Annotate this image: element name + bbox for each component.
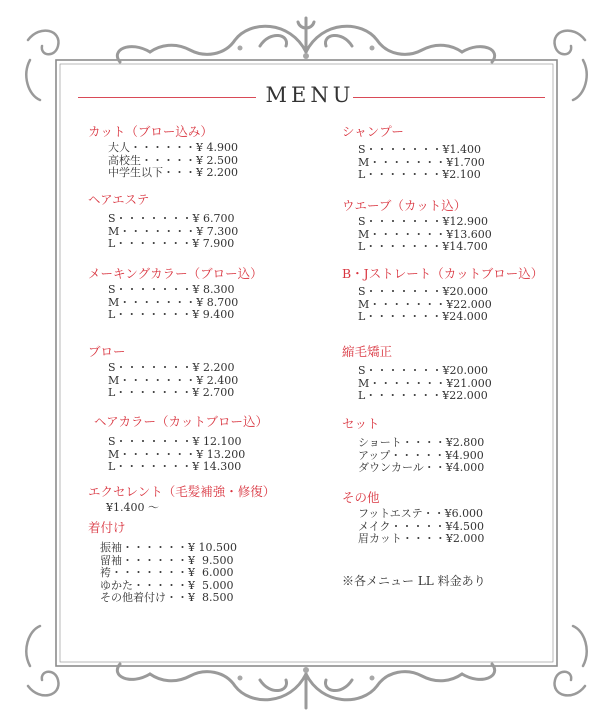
section-title: セット [342, 416, 380, 431]
list-item: L・・・・・・・¥14.700 [358, 240, 488, 253]
list-item: L・・・・・・・¥ 9.400 [108, 308, 235, 321]
section-title: ウエーブ（カット込） [342, 198, 467, 213]
section-title: その他 [342, 490, 380, 505]
section-title: ヘアカラー（カットブロー込） [94, 414, 269, 429]
list-item: L・・・・・・・¥ 14.300 [108, 460, 242, 473]
list-item: M・・・・・・・¥ 7.300 [108, 224, 239, 238]
list-item: 眉カット・・・・¥2.000 [358, 532, 485, 545]
list-item: アップ・・・・・¥4.900 [358, 448, 484, 462]
list-item: 留袖・・・・・・¥ 9.500 [100, 553, 234, 567]
list-item: 大人・・・・・・¥ 4.900 [108, 141, 238, 154]
list-item: ゆかた・・・・・¥ 5.000 [100, 578, 234, 592]
menu-section [342, 490, 484, 546]
menu-section [88, 484, 275, 515]
menu-section [88, 266, 263, 322]
list-item: フットエステ・・¥6.000 [358, 507, 484, 520]
list-item: L・・・・・・・¥ 2.700 [108, 386, 235, 399]
heading-rule-left [78, 97, 256, 98]
menu-section [88, 414, 268, 474]
section-title: 縮毛矯正 [342, 344, 393, 359]
menu-section [88, 520, 237, 605]
section-title: ブロー [88, 344, 126, 359]
menu-section [88, 344, 238, 400]
list-item: L・・・・・・・¥22.000 [358, 389, 488, 402]
list-item: 中学生以下・・・¥ 2.200 [108, 166, 238, 179]
list-item: L・・・・・・・¥24.000 [358, 310, 488, 323]
menu-section [88, 124, 238, 180]
list-item: S・・・・・・・¥ 6.700 [108, 212, 235, 225]
list-item: その他着付け・・¥ 8.500 [100, 591, 234, 604]
menu-note [342, 572, 486, 589]
heading-rule-right [353, 97, 545, 98]
price-text: ¥1.400 ～ [106, 501, 159, 514]
list-item: S・・・・・・・¥ 2.200 [108, 361, 235, 374]
section-title: カット（ブロー込み） [88, 124, 213, 139]
list-item: S・・・・・・・¥20.000 [358, 285, 489, 298]
list-item: M・・・・・・・¥ 2.400 [108, 373, 239, 387]
section-title: 着付け [88, 520, 126, 535]
list-item: 振袖・・・・・・¥ 10.500 [100, 541, 237, 554]
menu-section [342, 344, 492, 403]
list-item: M・・・・・・・¥1.700 [358, 155, 485, 169]
section-title: ヘアエステ [88, 192, 150, 207]
section-title: シャンプー [342, 124, 404, 139]
list-item: ダウンカール・・¥4.000 [358, 461, 485, 474]
section-title: エクセレント（毛髪補強・修復） [88, 484, 276, 499]
list-item: S・・・・・・・¥20.000 [358, 364, 489, 377]
list-item: M・・・・・・・¥21.000 [358, 376, 492, 390]
list-item: 袴・・・・・・・¥ 6.000 [100, 566, 234, 579]
list-item: M・・・・・・・¥ 13.200 [108, 447, 246, 461]
menu-section [342, 124, 485, 182]
menu-section [342, 198, 492, 254]
list-item: S・・・・・・・¥1.400 [358, 143, 482, 156]
list-item: S・・・・・・・¥12.900 [358, 215, 489, 228]
list-item: S・・・・・・・¥ 8.300 [108, 283, 235, 296]
menu-heading [78, 82, 545, 112]
list-item: M・・・・・・・¥22.000 [358, 297, 492, 311]
list-item: L・・・・・・・¥ 7.900 [108, 237, 235, 250]
list-item: 高校生・・・・・¥ 2.500 [108, 153, 238, 167]
surcharge-note: ※各メニュー LL 料金あり [342, 574, 486, 588]
list-item: ショート・・・・¥2.800 [358, 436, 485, 449]
list-item: S・・・・・・・¥ 12.100 [108, 435, 242, 448]
list-item: メイク・・・・・¥4.500 [358, 519, 485, 533]
section-title: B・Jストレート（カットブロー込） [342, 266, 544, 281]
section-title: メーキングカラー（ブロー込） [88, 266, 263, 281]
list-item: M・・・・・・・¥13.600 [358, 227, 492, 241]
menu-section [88, 192, 238, 251]
menu-section [342, 416, 484, 475]
list-item: M・・・・・・・¥ 8.700 [108, 295, 239, 309]
list-item: L・・・・・・・¥2.100 [358, 168, 481, 181]
menu-section [342, 266, 543, 324]
page-title: MENU [265, 83, 355, 107]
